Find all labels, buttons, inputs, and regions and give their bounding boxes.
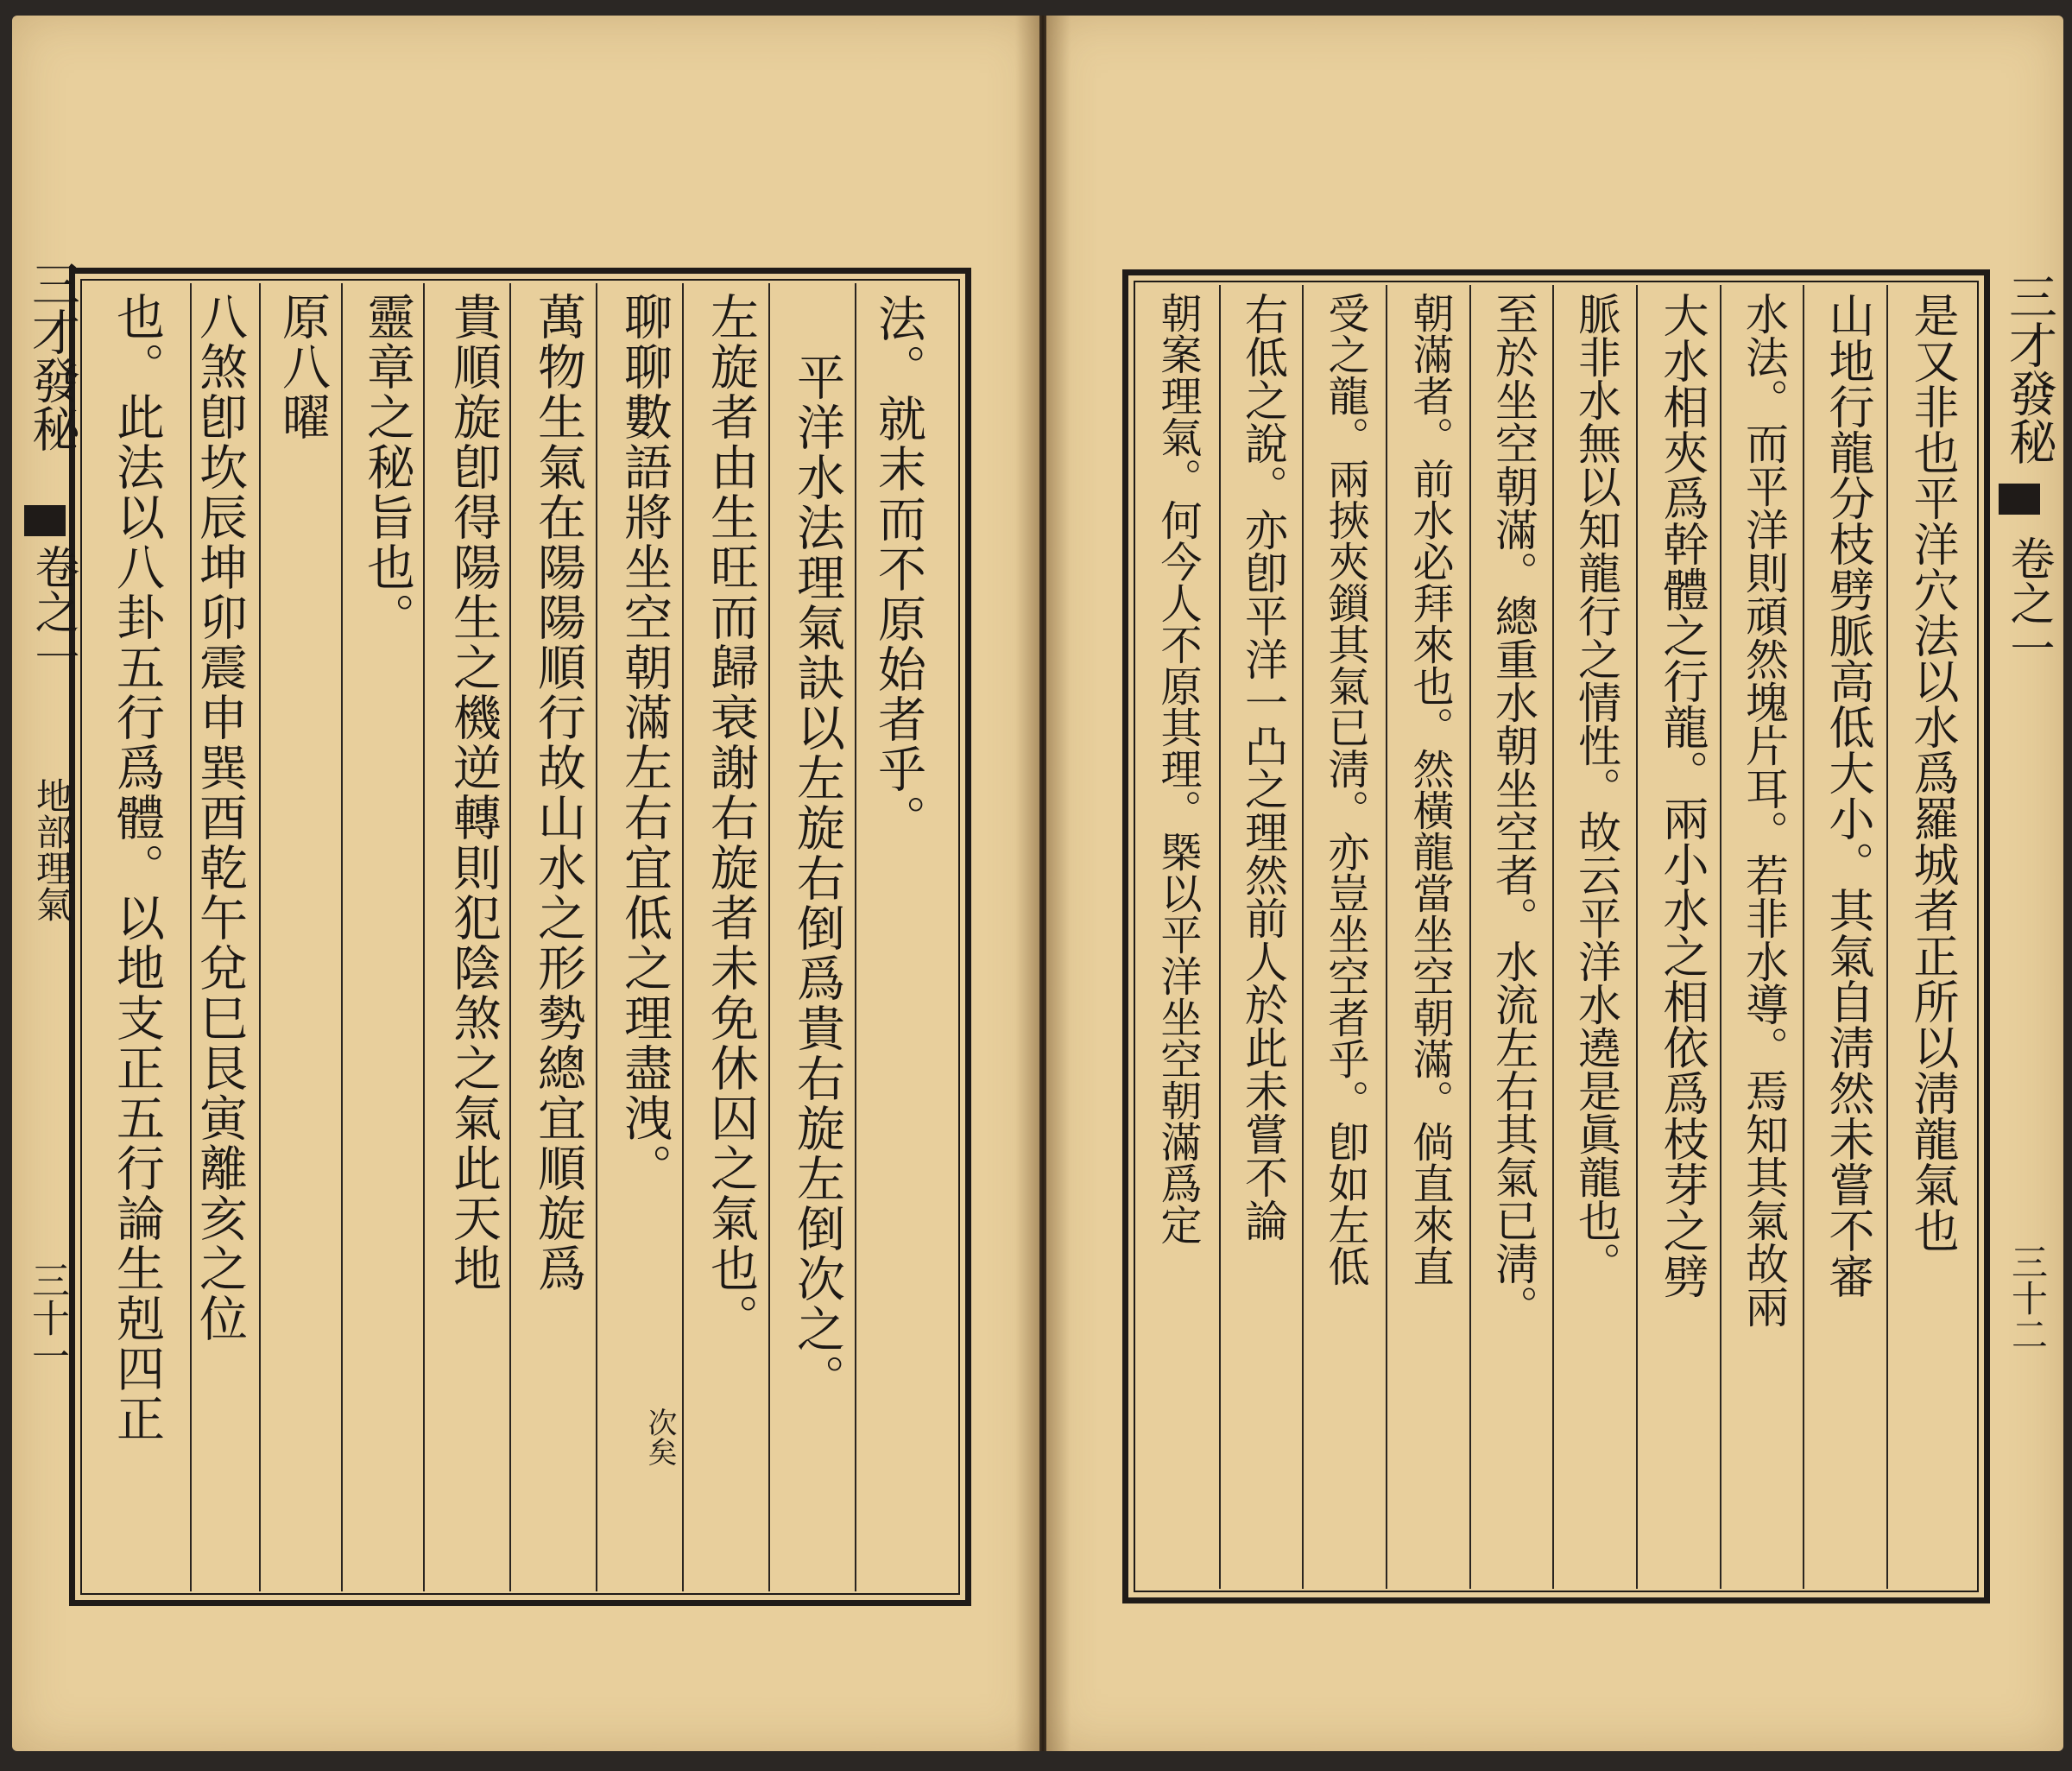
right-banxin-folio: 三十二 bbox=[2006, 1243, 2049, 1352]
column-rule bbox=[682, 283, 684, 1591]
text-column: 受之龍。兩挾夾鎻其氣已淸。亦豈坐空者乎。卽如左低 bbox=[1321, 292, 1369, 1287]
text-column: 右低之說。亦卽平洋一凸之理然前人於此未嘗不論 bbox=[1238, 292, 1288, 1242]
text-column: 貴順旋卽得陽生之機逆轉則犯陰煞之氣此天地 bbox=[445, 292, 502, 1293]
text-column: 脈非水無以知龍行之情性。故云平洋水遶是眞龍也。 bbox=[1571, 292, 1621, 1285]
column-rule bbox=[1720, 285, 1721, 1589]
right-banxin-fishtail bbox=[1999, 484, 2040, 515]
left-banxin-volume: 卷之一 bbox=[27, 544, 79, 679]
right-banxin-title: 三才發秘 bbox=[2001, 272, 2057, 465]
text-column: 是又非也平洋穴法以水爲羅城者正所以淸龍氣也 bbox=[1906, 292, 1959, 1253]
left-banxin-fishtail bbox=[24, 505, 66, 536]
text-column: 左旋者由生旺而歸衰謝右旋者未免休囚之氣也。 bbox=[703, 292, 759, 1344]
text-column: 水法。而平洋則頑然塊片耳。若非水導。焉知其氣故兩 bbox=[1739, 292, 1789, 1328]
column-rule bbox=[1219, 285, 1221, 1589]
text-column: 聊聊數語將坐空朝滿左右宜低之理盡洩。 bbox=[616, 292, 673, 1193]
text-column: 大水相夾爲幹體之行龍。兩小水之相依爲枝芽之劈 bbox=[1656, 292, 1709, 1299]
text-column: 朝案理氣。何今人不原其理。槩以平洋坐空朝滿爲定 bbox=[1153, 292, 1202, 1245]
column-rule bbox=[509, 283, 511, 1591]
text-column: 至於坐空朝滿。總重水朝坐空者。水流左右其氣已淸。 bbox=[1488, 292, 1538, 1328]
column-rule bbox=[768, 283, 770, 1591]
section-heading: 原八曜 bbox=[275, 292, 331, 442]
small-note: 次矣 bbox=[642, 1407, 677, 1466]
left-banxin-title: 三才發秘 bbox=[24, 259, 80, 452]
text-column: 靈章之秘旨也。 bbox=[359, 292, 415, 642]
text-column: 朝滿者。前水必拜來也。然橫龍當坐空朝滿。倘直來直 bbox=[1406, 292, 1454, 1287]
column-rule bbox=[1803, 285, 1804, 1589]
text-column: 也。此法以八卦五行爲體。以地支正五行論生剋四正 bbox=[109, 292, 165, 1444]
left-banxin-folio: 三十一 bbox=[25, 1261, 69, 1375]
text-column: 八煞卽坎辰坤卯震申巽酉乾午兌巳艮寅離亥之位 bbox=[192, 292, 248, 1344]
column-rule bbox=[1886, 285, 1888, 1589]
column-rule bbox=[1469, 285, 1471, 1589]
column-rule bbox=[1302, 285, 1304, 1589]
column-rule bbox=[596, 283, 597, 1591]
right-banxin-volume: 卷之一 bbox=[2002, 535, 2054, 670]
column-rule bbox=[259, 283, 261, 1591]
column-rule bbox=[1386, 285, 1387, 1589]
column-rule bbox=[423, 283, 425, 1591]
text-column: 法。就末而不原始者乎。 bbox=[870, 294, 926, 844]
column-rule bbox=[1636, 285, 1638, 1589]
text-column: 平洋水法理氣訣以左旋右倒爲貴右旋左倒次之。 bbox=[789, 352, 845, 1404]
column-rule bbox=[855, 283, 856, 1591]
text-column: 萬物生氣在陽陽順行故山水之形勢總宜順旋爲 bbox=[530, 292, 586, 1293]
column-rule bbox=[1552, 285, 1554, 1589]
column-rule bbox=[341, 283, 343, 1591]
book-gutter bbox=[1015, 16, 1071, 1751]
text-column: 山地行龍分枝劈脈高低大小。其氣自淸然未嘗不審 bbox=[1822, 292, 1874, 1299]
left-banxin-section: 地部理氣 bbox=[31, 777, 73, 922]
